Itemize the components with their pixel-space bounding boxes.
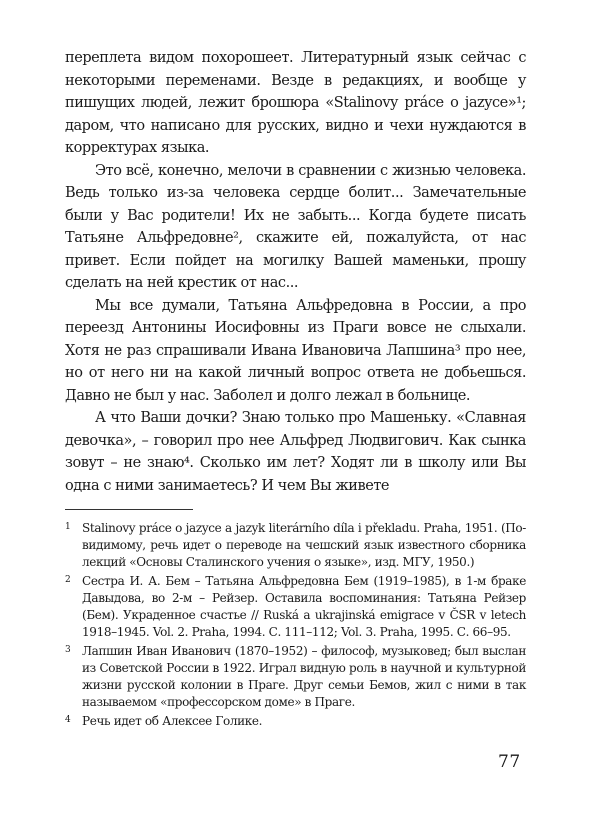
footnote-number: 1 — [65, 522, 71, 532]
footnote-text: Речь идет об Алексее Голике. — [82, 714, 263, 728]
footnote-text: Сестра И. А. Бем – Татьяна Альфредовна Бем (1919–1985), в 1-м браке Давыдова, во 2-м – Рейзер. Оставила воспоминания: Татьяна Рейзер (Бем). Украденное счастье // Ruská a ukrajinská emigrace v ČSR v letech 1918–1945. Vol. 2. Praha, 1994. С. 111–112; Vol. 3. Praha, 1995. С. 66–95. — [82, 574, 526, 639]
footnote-2 — [65, 573, 526, 641]
footnote-text: Лапшин Иван Иванович (1870–1952) – философ, музыковед; был выслан из Советской России в 1922. Играл видную роль в научной и культурной жизни русской колонии в Праге. Друг семьи Бемов, жил с ними в так называемом «профессорском доме» в Праге. — [82, 644, 526, 709]
footnote-number: 4 — [65, 715, 71, 725]
footnote-number: 2 — [65, 575, 71, 585]
paragraph-3: Мы все думали, Татьяна Альфредовна в России, а про переезд Антонины Иосифовны из Праги вовсе не слыхали. Хотя не раз спрашивали Ивана Ивановича Лапшина³ про нее, но от него ни на какой личный вопрос ответа не добьешься. Давно не был у нас. Заболел и долго лежал в больнице. — [65, 297, 526, 404]
page-number: 77 — [498, 752, 521, 772]
paragraph-1: переплета видом похорошеет. Литературный язык сейчас с некоторыми переменами. Везде в редакциях, и вообще у пишущих людей, лежит брошюра «Stalinovy práce o jazyce»¹; даром, что написано для русских, видно и чехи нуждаются в корректурах языка. — [65, 50, 526, 156]
paragraph-4: А что Ваши дочки? Знаю только про Машеньку. «Славная девочка», – говорил про нее Альфред Людвигович. Как сынка зовут – не знаю⁴. Сколько им лет? Ходят ли в школу или Вы одна с ними занимаетесь? И чем Вы живете — [65, 410, 526, 494]
footnote-text: Stalinovy práce o jazyce a jazyk literárního díla i překladu. Praha, 1951. (По-видимому, речь идет о переводе на чешский язык известного сборника лекций «Основы Сталинского учения о языке», изд. МГУ, 1950.) — [82, 521, 526, 569]
footnote-3 — [65, 643, 526, 711]
book-page — [65, 47, 526, 732]
paragraph-2: Это всё, конечно, мелочи в сравнении с жизнью человека. Ведь только из-за человека сердце болит... Замечательные были у Вас родители! Их не забыть... Когда будете писать Татьяне Альфредовне², скажите ей, пожалуйста, от нас привет. Если пойдет на могилку Вашей маменьки, прошу сделать на ней крестик от нас... — [65, 162, 526, 291]
footnotes — [65, 520, 526, 730]
footnote-4 — [65, 713, 526, 730]
footnote-divider — [65, 509, 193, 510]
footnote-number: 3 — [65, 645, 71, 655]
main-text — [65, 47, 526, 497]
footnote-1 — [65, 520, 526, 571]
